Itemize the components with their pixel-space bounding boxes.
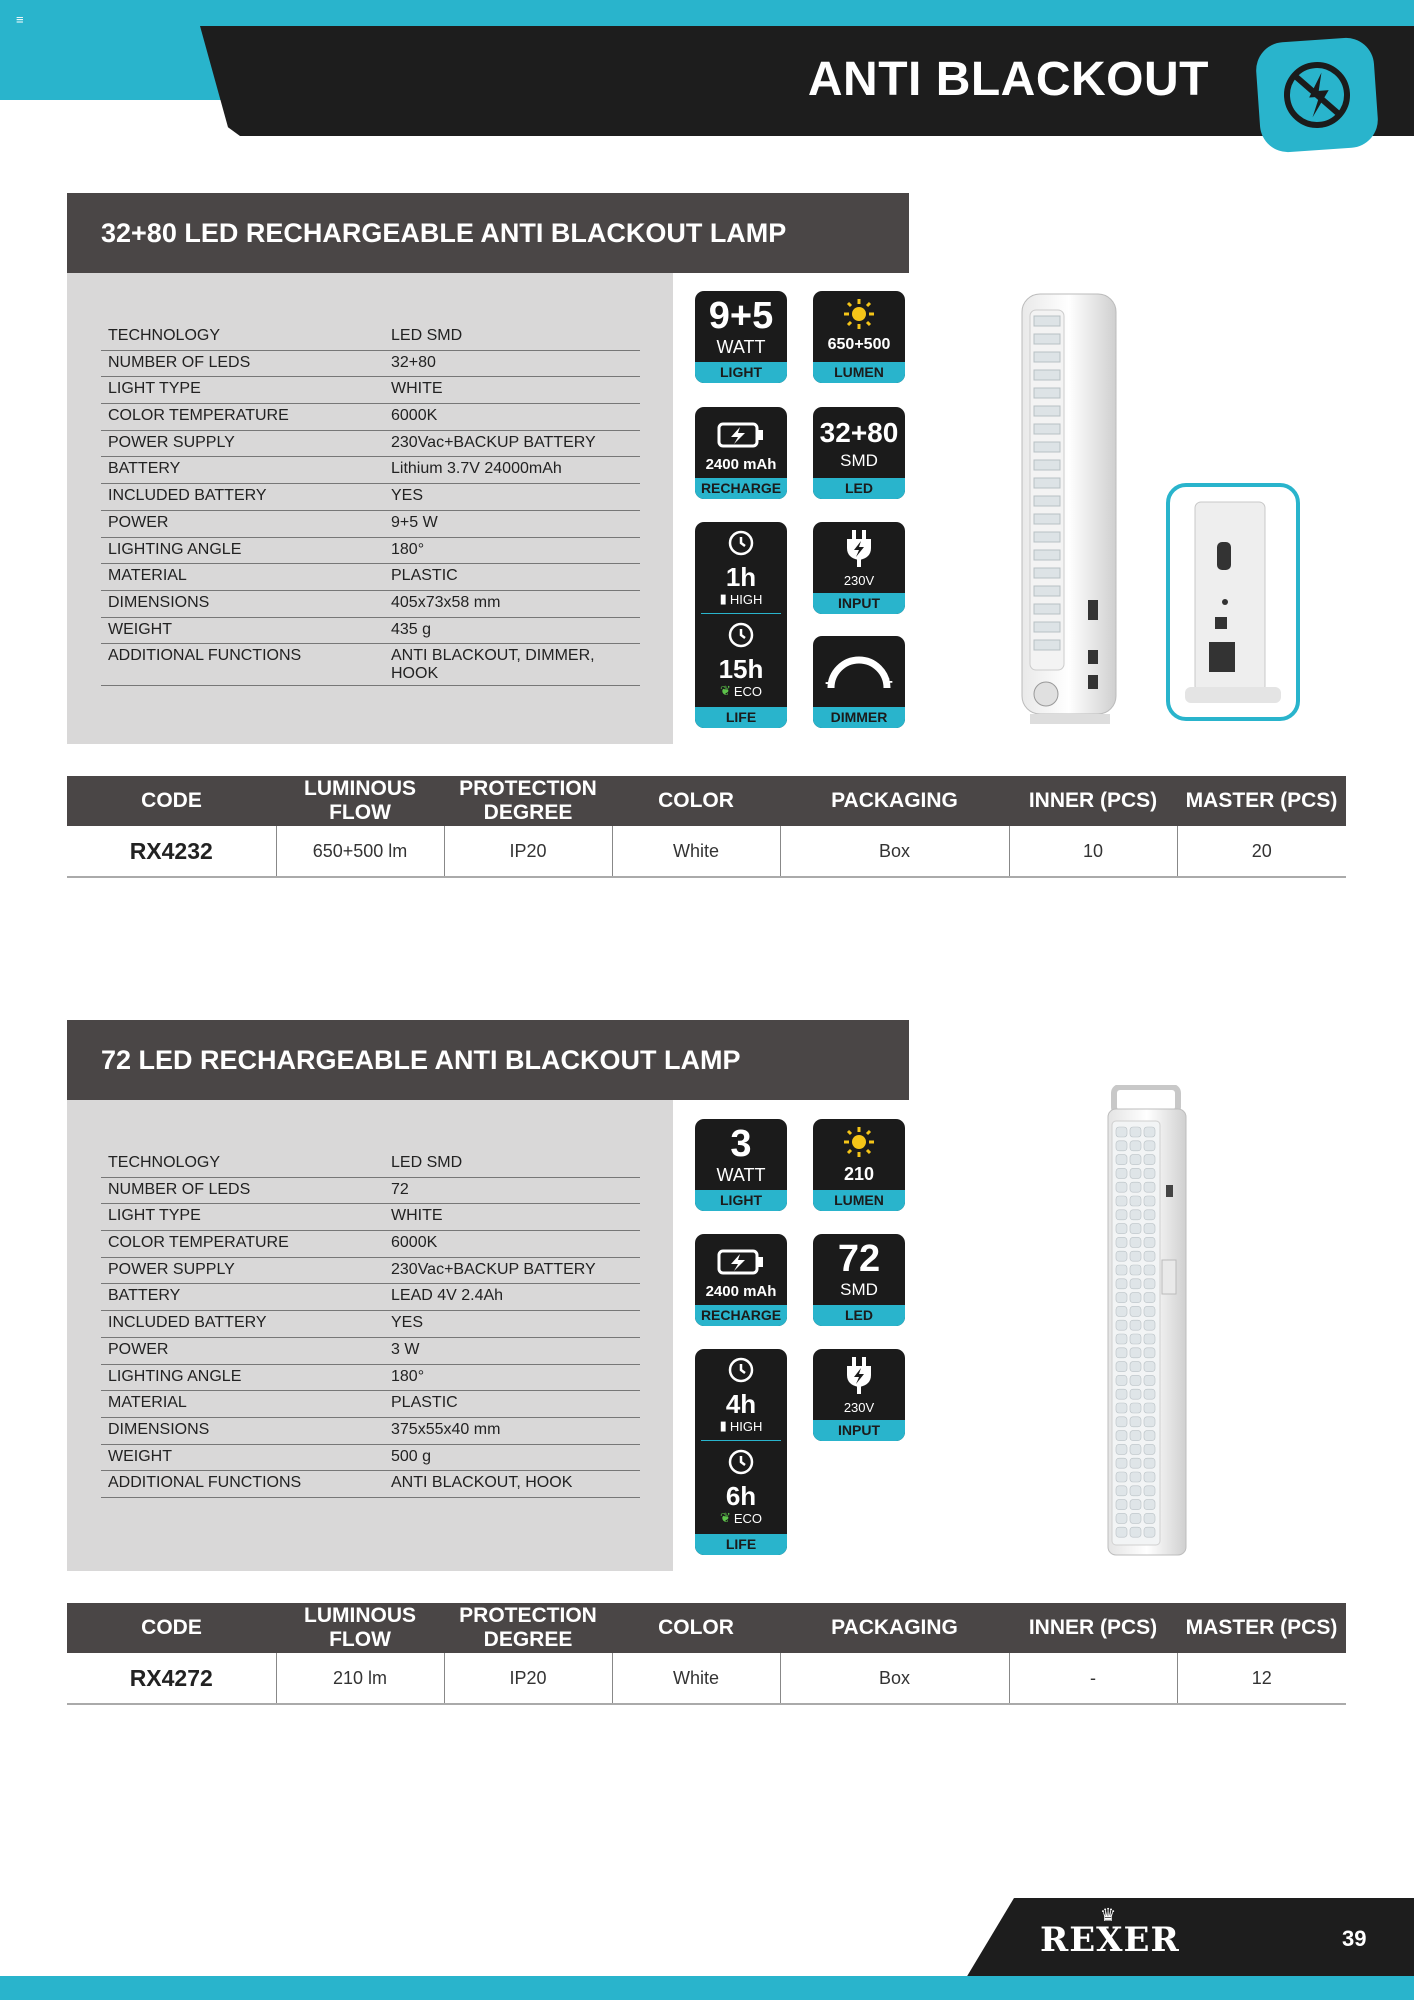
led-cell [1130,1196,1141,1206]
spec-key: NUMBER OF LEDS [108,1180,251,1198]
spec-value: 32+80 [391,353,436,371]
column-header: PROTECTION DEGREE [444,776,612,826]
spec-panel [67,273,673,744]
led-cell [1144,1224,1155,1234]
badge-label: LIFE [695,1534,787,1555]
led-cell [1116,1196,1127,1206]
leaf-icon: ❦ [719,683,731,698]
led-cell [1130,1224,1141,1234]
led-cell [1144,1513,1155,1523]
led-cell [1144,1182,1155,1192]
page-title: ANTI BLACKOUT [807,53,1209,106]
badge-label: LIFE [695,707,787,728]
spec-key: POWER [108,1340,169,1358]
no-power-icon [1274,52,1359,137]
led-cell [1116,1224,1127,1234]
crown-icon: ♛ [1100,1905,1117,1925]
badge-input [813,1349,905,1441]
spec-row [101,1391,640,1418]
spec-value: 405x73x58 mm [391,593,501,611]
spec-row [101,1151,640,1178]
badge-life [695,1349,787,1555]
spec-value: 9+5 W [391,513,438,531]
led-value: 32+80 [819,417,899,448]
led-cell [1116,1168,1127,1178]
spec-row [101,564,640,591]
led-cell [1144,1168,1155,1178]
cell-protection: IP20 [444,1653,612,1704]
spec-row [101,1284,640,1311]
led-cell [1144,1486,1155,1496]
spec-key: INCLUDED BATTERY [108,487,267,505]
spec-key: TECHNOLOGY [108,1154,221,1171]
spec-value: LED SMD [391,1154,463,1171]
spec-value: PLASTIC [391,567,458,585]
lamp-product-image [1010,290,1130,730]
spec-row [101,1311,640,1338]
spec-row [101,1445,640,1472]
spec-key: POWER SUPPLY [108,1260,235,1278]
badge-recharge [695,407,787,499]
column-header: CODE [67,776,276,826]
column-header: PACKAGING [780,1603,1009,1653]
led-cell [1130,1486,1141,1496]
led-cell [1144,1279,1155,1289]
led-cell [1144,1155,1155,1165]
light-value: 3 [730,1123,752,1165]
spec-key: INCLUDED BATTERY [108,1314,267,1332]
cell-code: RX4232 [67,826,276,877]
led-cell [1144,1403,1155,1413]
led-cell [1116,1141,1127,1151]
cell-packaging: Box [780,826,1009,877]
input-value: 230V [843,573,875,588]
header-icon-box [1254,36,1379,154]
led-cell [1116,1210,1127,1220]
led-cell [1130,1279,1141,1289]
column-header: LUMINOUS FLOW [276,776,444,826]
menu-icon[interactable]: ≡ [16,12,24,27]
spec-value: ANTI BLACKOUT, HOOK [391,1474,573,1492]
spec-key: LIGHTING ANGLE [108,540,242,558]
led-cell [1144,1251,1155,1261]
column-header: MASTER (PCS) [1177,1603,1346,1653]
spec-value: WHITE [391,1207,443,1225]
spec-value: 6000K [391,1234,438,1252]
badge-label: INPUT [813,593,905,614]
footer-accent-bar [0,1976,1414,2000]
spec-value: ANTI BLACKOUT, DIMMER, HOOK [391,647,595,683]
badge-label: LIGHT [695,1190,787,1211]
led-cell [1144,1293,1155,1303]
led-cell [1144,1417,1155,1427]
column-header: INNER (PCS) [1009,1603,1177,1653]
leaf-icon: ❦ [719,1510,731,1525]
led-cell [1116,1417,1127,1427]
led-cell [1130,1155,1141,1165]
spec-key: TECHNOLOGY [108,327,221,344]
led-cell [1130,1472,1141,1482]
cell-inner: - [1009,1653,1177,1704]
led-cell [1130,1127,1141,1137]
led-cell [1144,1265,1155,1275]
column-header: COLOR [612,776,780,826]
led-cell [1116,1348,1127,1358]
led-cell [1130,1251,1141,1261]
spec-row [101,538,640,565]
spec-key: MATERIAL [108,567,187,585]
column-header: LUMINOUS FLOW [276,1603,444,1653]
sun-icon [841,297,877,331]
led-cell [1130,1417,1141,1427]
led-cell [1116,1251,1127,1261]
spec-row [101,591,640,618]
led-cell [1130,1527,1141,1537]
dimmer-minus: - [825,674,831,691]
lamp-product-image [1100,1085,1196,1560]
led-cell [1116,1306,1127,1316]
table-row [67,1653,1346,1704]
led-cell [1116,1500,1127,1510]
spec-value: 180° [391,1367,425,1385]
spec-row [101,1258,640,1285]
eco-label: ECO [733,1510,763,1526]
spec-row [101,1471,640,1498]
spec-key: MATERIAL [108,1394,187,1412]
spec-row [101,1178,640,1205]
spec-key: BATTERY [108,460,181,478]
led-value: 72 [837,1238,881,1280]
badge-label: RECHARGE [695,1305,787,1326]
led-cell [1116,1472,1127,1482]
column-header: COLOR [612,1603,780,1653]
spec-value: Lithium 3.7V 24000mAh [391,460,562,478]
led-cell [1116,1431,1127,1441]
badge-life [695,522,787,728]
life-divider [701,613,781,614]
spec-key: COLOR TEMPERATURE [108,407,289,425]
spec-value: 3 W [391,1340,420,1358]
badge-label: LED [813,478,905,499]
top-accent-bar [0,0,1414,26]
table-row [67,826,1346,877]
clock-icon [726,528,756,558]
high-battery-icon: ▮ [719,1418,727,1433]
badge-led [813,407,905,499]
led-cell [1144,1527,1155,1537]
high-battery-icon: ▮ [719,591,727,606]
led-cell [1130,1500,1141,1510]
spec-row [101,324,640,351]
led-cell [1130,1265,1141,1275]
spec-value: WHITE [391,380,443,398]
spec-row [101,377,640,404]
led-cell [1130,1513,1141,1523]
life-divider [701,1440,781,1441]
led-cell [1130,1168,1141,1178]
column-header: CODE [67,1603,276,1653]
spec-row [101,484,640,511]
led-cell [1116,1237,1127,1247]
spec-value: LED SMD [391,327,463,344]
led-cell [1130,1320,1141,1330]
badge-label: DIMMER [813,707,905,728]
recharge-value: 2400 mAh [705,1283,777,1300]
spec-row [101,1231,640,1258]
spec-key: LIGHT TYPE [108,1207,201,1225]
spec-panel [67,1100,673,1571]
led-cell [1116,1362,1127,1372]
led-cell [1130,1141,1141,1151]
light-value: 9+5 [708,295,774,337]
led-unit: SMD [840,451,878,470]
led-cell [1116,1444,1127,1454]
led-cell [1144,1320,1155,1330]
led-cell [1130,1431,1141,1441]
light-unit: WATT [716,1165,766,1185]
led-cell [1130,1362,1141,1372]
spec-row [101,404,640,431]
led-cell [1116,1403,1127,1413]
spec-row [101,644,640,686]
led-cell [1144,1500,1155,1510]
input-value: 230V [843,1400,875,1415]
led-cell [1130,1458,1141,1468]
spec-key: LIGHT TYPE [108,380,201,398]
cell-code: RX4272 [67,1653,276,1704]
plug-icon [842,1355,876,1395]
led-cell [1144,1362,1155,1372]
led-cell [1144,1472,1155,1482]
led-cell [1116,1155,1127,1165]
eco-label: ECO [733,683,763,699]
cell-packaging: Box [780,1653,1009,1704]
badge-label: LIGHT [695,362,787,383]
led-cell [1130,1237,1141,1247]
spec-row [101,457,640,484]
top-left-accent-block [0,26,230,100]
cell-flow: 650+500 lm [276,826,444,877]
led-cell [1130,1210,1141,1220]
spec-value: 6000K [391,407,438,425]
spec-key: ADDITIONAL FUNCTIONS [108,647,302,665]
product-title: 72 LED RECHARGEABLE ANTI BLACKOUT LAMP [67,1020,909,1100]
led-cell [1144,1127,1155,1137]
led-cell [1144,1306,1155,1316]
spec-table [101,1151,640,1498]
badge-label: LUMEN [813,1190,905,1211]
led-cell [1130,1348,1141,1358]
spec-key: ADDITIONAL FUNCTIONS [108,1474,302,1492]
led-cell [1116,1527,1127,1537]
led-cell [1144,1458,1155,1468]
column-header: MASTER (PCS) [1177,776,1346,826]
led-cell [1130,1389,1141,1399]
led-cell [1130,1375,1141,1385]
sun-icon [841,1125,877,1159]
spec-key: LIGHTING ANGLE [108,1367,242,1385]
cell-master: 12 [1177,1653,1346,1704]
spec-key: POWER SUPPLY [108,433,235,451]
column-header: PACKAGING [780,776,1009,826]
cell-master: 20 [1177,826,1346,877]
spec-value: PLASTIC [391,1394,458,1412]
led-cell [1144,1375,1155,1385]
led-cell [1144,1141,1155,1151]
spec-row [101,1204,640,1231]
led-cell [1144,1431,1155,1441]
spec-table [101,324,640,686]
led-cell [1116,1513,1127,1523]
product-title: 32+80 LED RECHARGEABLE ANTI BLACKOUT LAMP [67,193,909,273]
led-cell [1144,1389,1155,1399]
badge-label: RECHARGE [695,478,787,499]
led-cell [1116,1265,1127,1275]
badge-light [695,291,787,383]
battery-charge-icon [716,1246,766,1278]
led-cell [1144,1237,1155,1247]
badge-label: LUMEN [813,362,905,383]
spec-key: NUMBER OF LEDS [108,353,251,371]
cell-protection: IP20 [444,826,612,877]
spec-key: DIMENSIONS [108,593,210,611]
battery-charge-icon [716,419,766,451]
badge-label: LED [813,1305,905,1326]
product-code-table [67,776,1346,878]
dimmer-plus: + [883,674,893,691]
led-cell [1116,1182,1127,1192]
life-high-value: 1h [725,562,757,592]
spec-key: COLOR TEMPERATURE [108,1234,289,1252]
spec-row [101,1418,640,1445]
spec-row [101,618,640,645]
product-code-table [67,1603,1346,1705]
spec-value: 180° [391,540,425,558]
cell-inner: 10 [1009,826,1177,877]
high-label: HIGH [729,591,763,607]
led-cell [1144,1210,1155,1220]
badge-recharge [695,1234,787,1326]
led-cell [1130,1444,1141,1454]
led-cell [1116,1375,1127,1385]
life-eco-value: 15h [718,654,764,684]
cell-flow: 210 lm [276,1653,444,1704]
led-cell [1144,1196,1155,1206]
led-cell [1116,1320,1127,1330]
spec-row [101,1338,640,1365]
page-number: 39 [1342,1926,1367,1951]
spec-value: YES [391,1314,424,1332]
spec-key: WEIGHT [108,1447,172,1465]
spec-value: 500 g [391,1447,432,1465]
life-high-value: 4h [725,1389,757,1419]
badge-light [695,1119,787,1211]
led-cell [1116,1389,1127,1399]
clock-icon [726,1447,756,1477]
led-cell [1116,1293,1127,1303]
led-cell [1144,1348,1155,1358]
clock-icon [726,1355,756,1385]
spec-value: 72 [391,1180,409,1198]
led-cell [1130,1306,1141,1316]
spec-value: 435 g [391,620,432,638]
lumen-value: 210 [843,1164,875,1184]
badge-label: INPUT [813,1420,905,1441]
led-cell [1130,1403,1141,1413]
spec-row [101,511,640,538]
cell-color: White [612,1653,780,1704]
led-cell [1130,1334,1141,1344]
led-cell [1144,1444,1155,1454]
badge-dimmer [813,636,905,728]
spec-row [101,1365,640,1392]
led-cell [1144,1334,1155,1344]
high-label: HIGH [729,1418,763,1434]
spec-row [101,351,640,378]
life-eco-value: 6h [725,1481,757,1511]
spec-row [101,431,640,458]
badge-lumen [813,1119,905,1211]
cell-color: White [612,826,780,877]
spec-key: WEIGHT [108,620,172,638]
spec-value: 230Vac+BACKUP BATTERY [391,1260,596,1278]
column-header: INNER (PCS) [1009,776,1177,826]
led-unit: SMD [840,1280,878,1299]
badge-input [813,522,905,614]
badge-lumen [813,291,905,383]
spec-value: LEAD 4V 2.4Ah [391,1287,504,1305]
led-cell [1116,1127,1127,1137]
spec-key: POWER [108,513,169,531]
lumen-value: 650+500 [827,336,891,353]
light-unit: WATT [716,337,766,357]
spec-key: DIMENSIONS [108,1420,210,1438]
led-cell [1116,1486,1127,1496]
brand-logo: REXER [1040,1920,1180,1960]
recharge-value: 2400 mAh [705,456,777,473]
led-cell [1116,1334,1127,1344]
badge-led [813,1234,905,1326]
spec-value: 375x55x40 mm [391,1420,501,1438]
lamp-detail-image [1165,482,1301,722]
spec-value: YES [391,487,424,505]
plug-icon [842,528,876,568]
spec-value: 230Vac+BACKUP BATTERY [391,433,596,451]
led-cell [1130,1293,1141,1303]
led-cell [1116,1458,1127,1468]
led-cell [1116,1279,1127,1289]
spec-key: BATTERY [108,1287,181,1305]
led-cell [1130,1182,1141,1192]
column-header: PROTECTION DEGREE [444,1603,612,1653]
clock-icon [726,620,756,650]
